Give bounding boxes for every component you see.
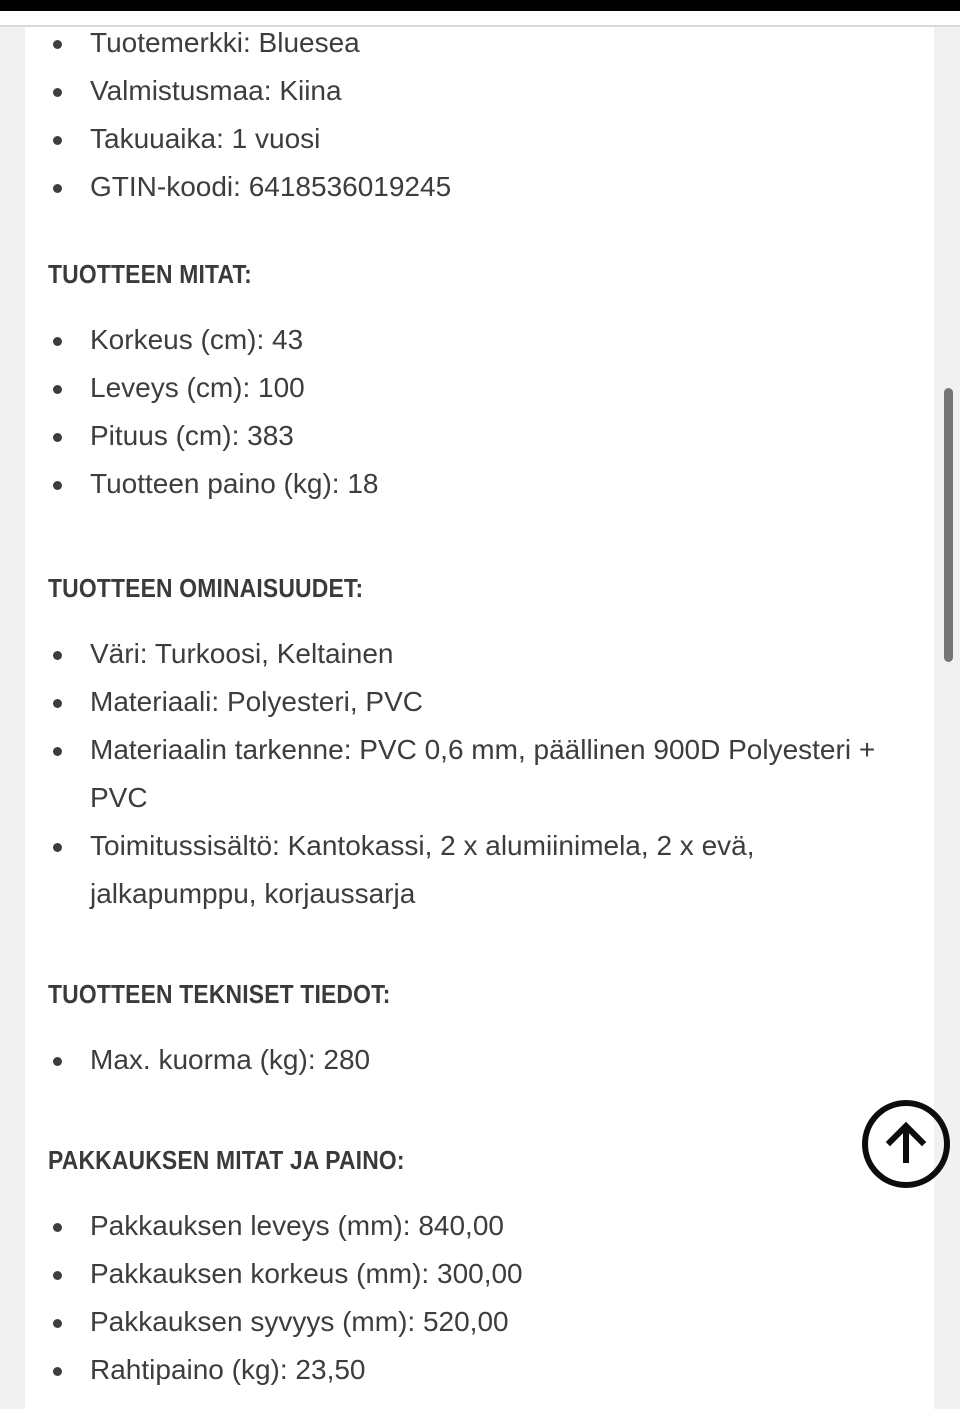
bullet-list <box>25 27 934 211</box>
section-product-features <box>25 573 885 918</box>
list-item: Valmistusmaa: Kiina <box>25 67 934 115</box>
list-item: Takuuaika: 1 vuosi <box>25 115 934 163</box>
list-item: Korkeus (cm): 43 <box>25 316 934 364</box>
product-details-panel <box>25 27 934 1409</box>
bullet-list <box>25 1036 934 1084</box>
scrollbar-thumb[interactable] <box>944 388 953 662</box>
left-gutter <box>0 27 25 1409</box>
list-item: Materiaali: Polyesteri, PVC <box>25 678 885 726</box>
list-item: Pakkauksen syvyys (mm): 520,00 <box>25 1298 934 1346</box>
scroll-to-top-button[interactable] <box>862 1100 950 1188</box>
bullet-list <box>25 316 934 508</box>
list-item: Pituus (cm): 383 <box>25 412 934 460</box>
section-product-info <box>25 27 934 211</box>
status-bar <box>0 0 960 11</box>
list-item: Materiaalin tarkenne: PVC 0,6 mm, päällinen 900D Polyesteri + PVC <box>25 726 885 822</box>
list-item: GTIN-koodi: 6418536019245 <box>25 163 934 211</box>
section-heading: TUOTTEEN OMINAISUUDET: <box>48 573 364 603</box>
scrollbar-track[interactable] <box>942 27 954 1409</box>
list-item: Tuotemerkki: Bluesea <box>25 27 934 67</box>
list-item: Max. kuorma (kg): 280 <box>25 1036 934 1084</box>
list-item: Väri: Turkoosi, Keltainen <box>25 630 885 678</box>
bullet-list <box>25 1202 934 1394</box>
list-item: Pakkauksen korkeus (mm): 300,00 <box>25 1250 934 1298</box>
list-item: Pakkauksen leveys (mm): 840,00 <box>25 1202 934 1250</box>
bullet-list <box>25 630 885 918</box>
section-product-dimensions <box>25 259 934 508</box>
list-item: Tuotteen paino (kg): 18 <box>25 460 934 508</box>
section-heading: TUOTTEEN MITAT: <box>48 259 252 289</box>
list-item: Toimitussisältö: Kantokassi, 2 x alumiinimela, 2 x evä, jalkapumppu, korjaussarja <box>25 822 885 918</box>
list-item: Rahtipaino (kg): 23,50 <box>25 1346 934 1394</box>
section-technical-data <box>25 979 934 1084</box>
section-heading: PAKKAUKSEN MITAT JA PAINO: <box>48 1145 405 1175</box>
list-item: Leveys (cm): 100 <box>25 364 934 412</box>
header-separator <box>0 11 960 27</box>
section-heading: TUOTTEEN TEKNISET TIEDOT: <box>48 979 391 1009</box>
section-package-dimensions <box>25 1145 934 1394</box>
